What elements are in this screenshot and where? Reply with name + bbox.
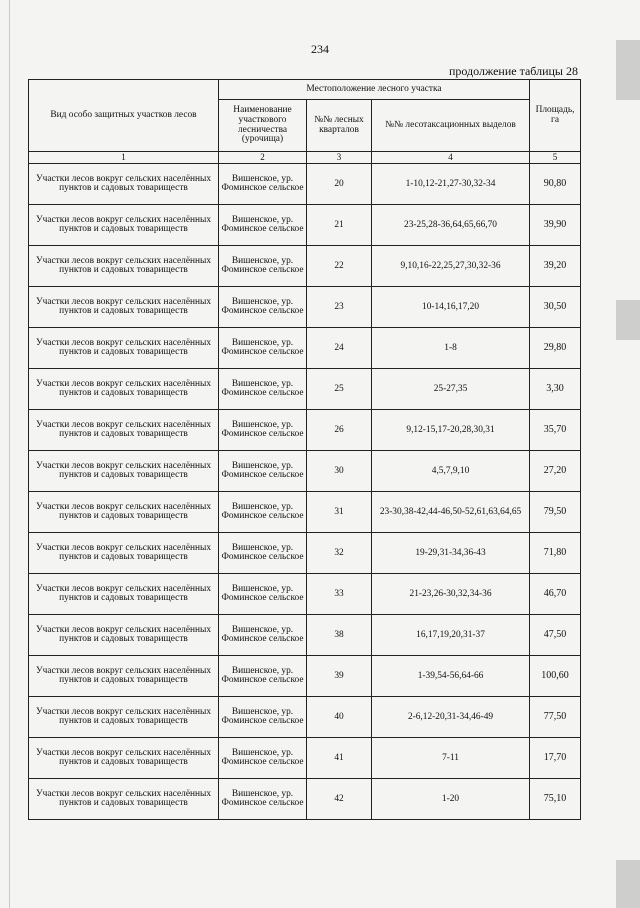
cell-forestry: Вишенское, ур. Фоминское сельское: [219, 328, 307, 369]
cell-quarter: 30: [307, 451, 372, 492]
table-row: [29, 533, 581, 574]
table-row: [29, 574, 581, 615]
table-row: [29, 410, 581, 451]
cell-forestry: Вишенское, ур. Фоминское сельское: [219, 492, 307, 533]
cell-quarter: 21: [307, 205, 372, 246]
cell-area: 39,20: [530, 246, 581, 287]
cell-forestry: Вишенское, ур. Фоминское сельское: [219, 287, 307, 328]
cell-quarter: 40: [307, 697, 372, 738]
table-row: [29, 246, 581, 287]
cell-area: 100,60: [530, 656, 581, 697]
table-row: [29, 205, 581, 246]
cell-plot-type: Участки лесов вокруг сельских населённых пунктов и садовых товариществ: [29, 779, 219, 820]
cell-area: 79,50: [530, 492, 581, 533]
cell-forestry: Вишенское, ур. Фоминское сельское: [219, 738, 307, 779]
cell-allotments: 1-39,54-56,64-66: [372, 656, 530, 697]
cell-quarter: 22: [307, 246, 372, 287]
cell-quarter: 20: [307, 164, 372, 205]
cell-plot-type: Участки лесов вокруг сельских населённых пунктов и садовых товариществ: [29, 492, 219, 533]
cell-quarter: 41: [307, 738, 372, 779]
header-type: Вид особо защитных участков лесов: [29, 80, 219, 152]
cell-plot-type: Участки лесов вокруг сельских населённых пунктов и садовых товариществ: [29, 410, 219, 451]
cell-forestry: Вишенское, ур. Фоминское сельское: [219, 574, 307, 615]
cell-quarter: 24: [307, 328, 372, 369]
cell-plot-type: Участки лесов вокруг сельских населённых пунктов и садовых товариществ: [29, 574, 219, 615]
table-row: [29, 164, 581, 205]
cell-allotments: 9,12-15,17-20,28,30,31: [372, 410, 530, 451]
cell-allotments: 23-30,38-42,44-46,50-52,61,63,64,65: [372, 492, 530, 533]
column-number: 2: [219, 152, 307, 164]
cell-forestry: Вишенское, ур. Фоминское сельское: [219, 656, 307, 697]
cell-plot-type: Участки лесов вокруг сельских населённых пунктов и садовых товариществ: [29, 451, 219, 492]
cell-area: 77,50: [530, 697, 581, 738]
cell-forestry: Вишенское, ур. Фоминское сельское: [219, 246, 307, 287]
cell-forestry: Вишенское, ур. Фоминское сельское: [219, 697, 307, 738]
cell-plot-type: Участки лесов вокруг сельских населённых пунктов и садовых товариществ: [29, 656, 219, 697]
cell-area: 75,10: [530, 779, 581, 820]
header-area: Площадь, га: [530, 80, 581, 152]
header-location: Местоположение лесного участка: [219, 80, 530, 100]
cell-plot-type: Участки лесов вокруг сельских населённых пунктов и садовых товариществ: [29, 246, 219, 287]
forest-plots-table: [28, 79, 581, 820]
table-row: [29, 369, 581, 410]
cell-quarter: 26: [307, 410, 372, 451]
cell-area: 90,80: [530, 164, 581, 205]
cell-allotments: 7-11: [372, 738, 530, 779]
cell-quarter: 42: [307, 779, 372, 820]
column-number: 1: [29, 152, 219, 164]
cell-area: 71,80: [530, 533, 581, 574]
cell-plot-type: Участки лесов вокруг сельских населённых пунктов и садовых товариществ: [29, 287, 219, 328]
cell-plot-type: Участки лесов вокруг сельских населённых пунктов и садовых товариществ: [29, 738, 219, 779]
cell-forestry: Вишенское, ур. Фоминское сельское: [219, 533, 307, 574]
cell-forestry: Вишенское, ур. Фоминское сельское: [219, 451, 307, 492]
cell-allotments: 1-10,12-21,27-30,32-34: [372, 164, 530, 205]
cell-plot-type: Участки лесов вокруг сельских населённых пунктов и садовых товариществ: [29, 697, 219, 738]
cell-forestry: Вишенское, ур. Фоминское сельское: [219, 205, 307, 246]
table-row: [29, 697, 581, 738]
table-row: [29, 287, 581, 328]
table-row: [29, 328, 581, 369]
cell-allotments: 2-6,12-20,31-34,46-49: [372, 697, 530, 738]
cell-quarter: 23: [307, 287, 372, 328]
cell-allotments: 1-8: [372, 328, 530, 369]
cell-area: 29,80: [530, 328, 581, 369]
cell-allotments: 16,17,19,20,31-37: [372, 615, 530, 656]
header-quarters: №№ лесных кварталов: [307, 100, 372, 152]
scan-edge-noise: [616, 300, 640, 340]
cell-forestry: Вишенское, ур. Фоминское сельское: [219, 779, 307, 820]
column-number: 3: [307, 152, 372, 164]
header-forestry: Наименование участкового лесничества (урочища): [219, 100, 307, 152]
column-number: 5: [530, 152, 581, 164]
cell-allotments: 21-23,26-30,32,34-36: [372, 574, 530, 615]
cell-quarter: 39: [307, 656, 372, 697]
cell-plot-type: Участки лесов вокруг сельских населённых пунктов и садовых товариществ: [29, 328, 219, 369]
cell-allotments: 25-27,35: [372, 369, 530, 410]
cell-quarter: 31: [307, 492, 372, 533]
cell-area: 27,20: [530, 451, 581, 492]
cell-forestry: Вишенское, ур. Фоминское сельское: [219, 369, 307, 410]
cell-area: 47,50: [530, 615, 581, 656]
table-row: [29, 492, 581, 533]
cell-quarter: 32: [307, 533, 372, 574]
table-row: [29, 615, 581, 656]
page-number: 234: [311, 42, 329, 56]
cell-plot-type: Участки лесов вокруг сельских населённых пунктов и садовых товариществ: [29, 369, 219, 410]
table-row: [29, 656, 581, 697]
cell-quarter: 25: [307, 369, 372, 410]
cell-allotments: 23-25,28-36,64,65,66,70: [372, 205, 530, 246]
cell-plot-type: Участки лесов вокруг сельских населённых пунктов и садовых товариществ: [29, 205, 219, 246]
cell-plot-type: Участки лесов вокруг сельских населённых пунктов и садовых товариществ: [29, 164, 219, 205]
cell-allotments: 9,10,16-22,25,27,30,32-36: [372, 246, 530, 287]
column-number: 4: [372, 152, 530, 164]
scan-margin-line: [9, 0, 10, 908]
cell-allotments: 19-29,31-34,36-43: [372, 533, 530, 574]
header-allotments: №№ лесотаксационных выделов: [372, 100, 530, 152]
cell-forestry: Вишенское, ур. Фоминское сельское: [219, 164, 307, 205]
cell-area: 46,70: [530, 574, 581, 615]
scan-edge-noise: [616, 860, 640, 908]
cell-allotments: 4,5,7,9,10: [372, 451, 530, 492]
table-row: [29, 738, 581, 779]
cell-area: 30,50: [530, 287, 581, 328]
table-body: [29, 164, 581, 820]
cell-quarter: 38: [307, 615, 372, 656]
cell-area: 3,30: [530, 369, 581, 410]
cell-area: 35,70: [530, 410, 581, 451]
cell-allotments: 1-20: [372, 779, 530, 820]
cell-quarter: 33: [307, 574, 372, 615]
table-row: [29, 779, 581, 820]
cell-forestry: Вишенское, ур. Фоминское сельское: [219, 615, 307, 656]
cell-area: 39,90: [530, 205, 581, 246]
table-continuation-caption: продолжение таблицы 28: [448, 64, 578, 78]
cell-plot-type: Участки лесов вокруг сельских населённых пунктов и садовых товариществ: [29, 615, 219, 656]
cell-plot-type: Участки лесов вокруг сельских населённых пунктов и садовых товариществ: [29, 533, 219, 574]
cell-allotments: 10-14,16,17,20: [372, 287, 530, 328]
cell-forestry: Вишенское, ур. Фоминское сельское: [219, 410, 307, 451]
table-row: [29, 451, 581, 492]
cell-area: 17,70: [530, 738, 581, 779]
